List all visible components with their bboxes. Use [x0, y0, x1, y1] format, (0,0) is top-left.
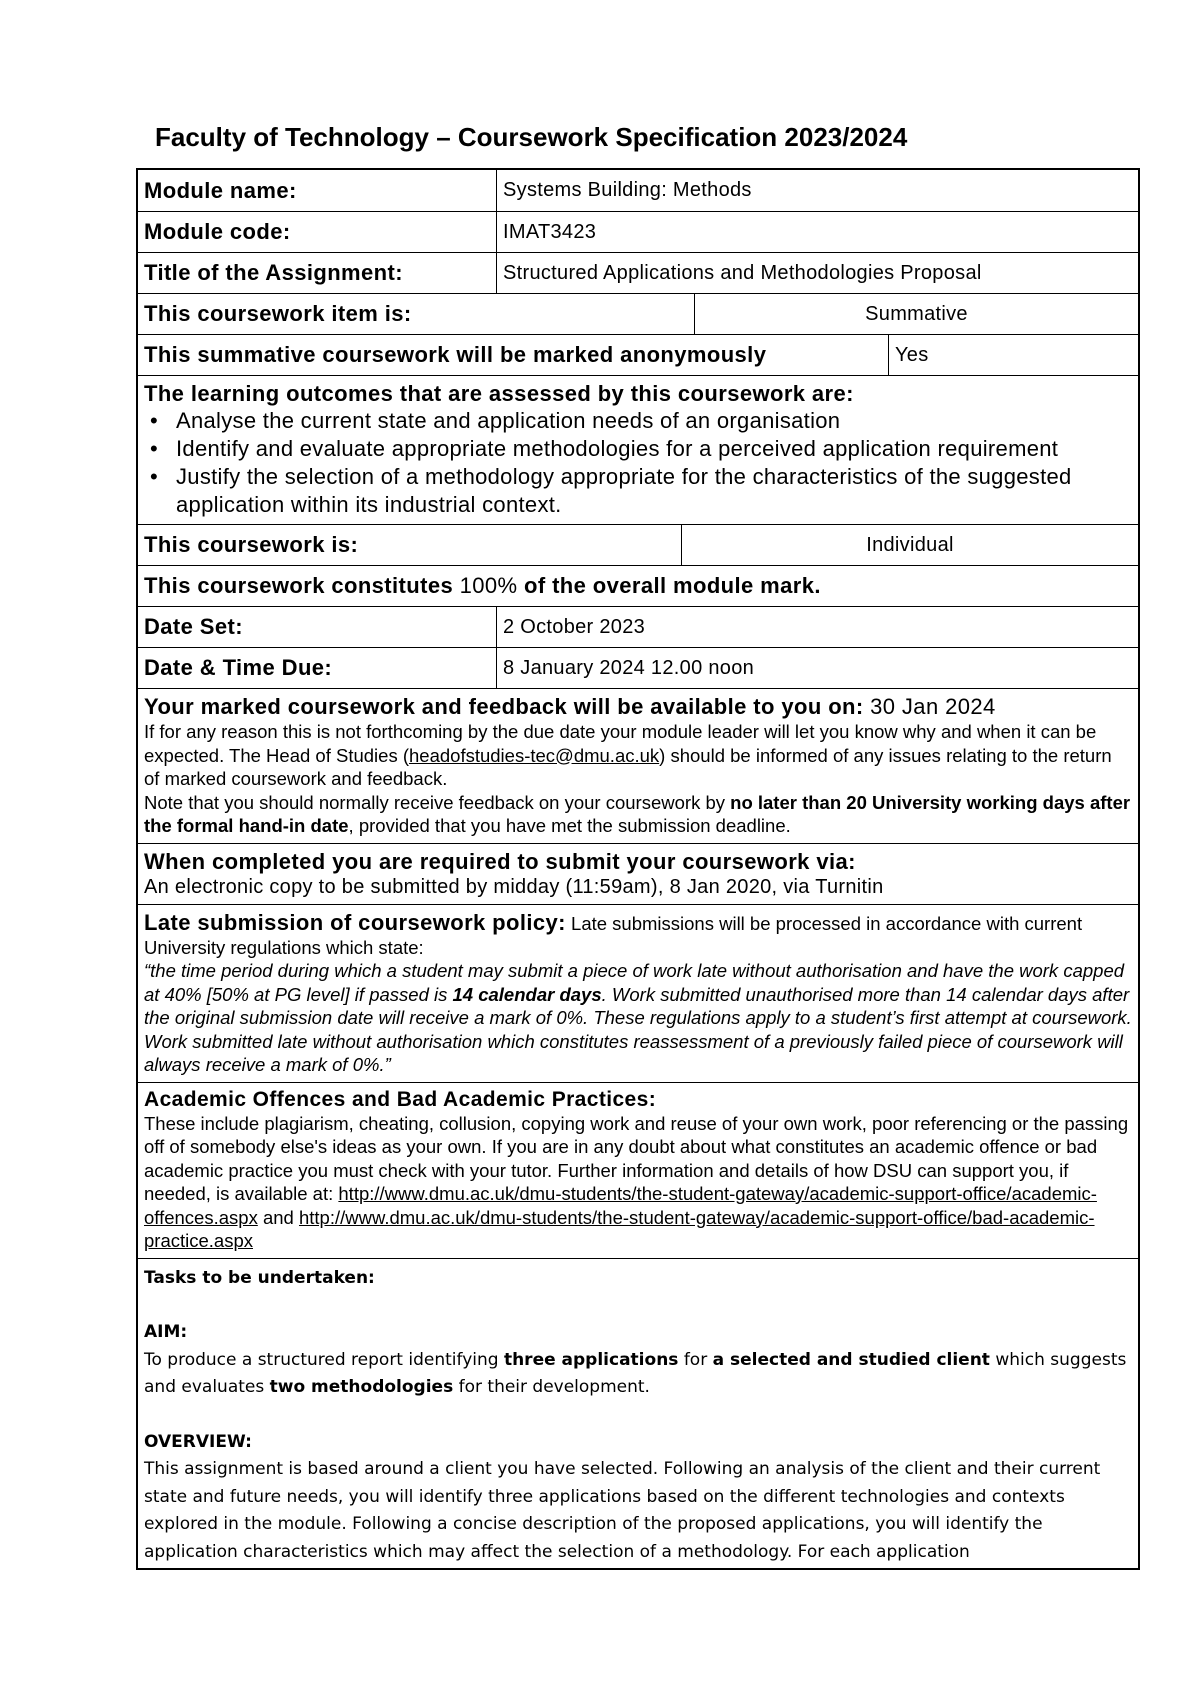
module-name-value: Systems Building: Methods [496, 170, 1138, 211]
late-policy-cell [138, 905, 1138, 1082]
assignment-title-label: Title of the Assignment: [144, 260, 403, 285]
item-type-row [138, 293, 1138, 334]
feedback-date: 30 Jan 2024 [870, 694, 996, 719]
feedback-row [138, 688, 1138, 843]
module-name-label: Module name: [144, 177, 297, 203]
submission-cell [138, 844, 1138, 904]
date-due-row [138, 647, 1138, 688]
late-policy-intro: Late submission of coursework policy: Late submissions will be processed in accordance with current University regulations which state: [144, 909, 1083, 958]
constitutes-row [138, 565, 1138, 606]
anonymous-row [138, 334, 1138, 375]
late-policy-row [138, 904, 1138, 1082]
submission-row [138, 843, 1138, 904]
aim-text: To produce a structured report identifying three applications for a selected and studied client which suggests and evaluates two methodologies for their development. [144, 1349, 1127, 1397]
date-due-label: Date & Time Due: [144, 655, 333, 680]
learning-outcome-item: • Analyse the current state and application needs of an organisation [150, 408, 841, 433]
module-name-row [138, 170, 1138, 211]
feedback-note: Note that you should normally receive feedback on your coursework by no later than 20 University working days after the formal hand-in date, provided that you have met the submission deadline. [144, 791, 1131, 836]
feedback-text: If for any reason this is not forthcoming by the due date your module leader will let you know why and when it can be expected. The Head of Studies (headofstudies-tec@dmu.ac.uk) should be informed of any issues relating to the return of marked coursework and feedback. [144, 721, 1112, 789]
feedback-cell [138, 689, 1138, 843]
academic-offences-text: These include plagiarism, cheating, collusion, copying work and reuse of your own work, poor referencing or the passing off of somebody else's ideas as your own. If you are in any doubt about what constitutes an academic offence or bad academic practice you must check with your tutor. Further information and details of how DSU can support you, if needed, is available at: http://www.dmu.ac.uk/dmu-students/the-student-gateway/academic-support-office/academic-offences.aspx and http://www.dmu.ac.uk/dmu-students/the-student-gateway/academic-support-office/bad-academic-practice.aspx [144, 1112, 1129, 1251]
assignment-title-value: Structured Applications and Methodologies Proposal [496, 253, 1138, 293]
coursework-is-label: This coursework is: [144, 532, 359, 557]
date-due-value: 8 January 2024 12.00 noon [496, 648, 1138, 688]
bad-practice-link[interactable]: http://www.dmu.ac.uk/dmu-students/the-student-gateway/academic-support-office/bad-academic-practice.aspx [144, 1206, 1095, 1251]
late-policy-quote: “the time period during which a student may submit a piece of work late without authorisation and have the work capped at 40% [50% at PG level] if passed is 14 calendar days. Work submitted unauthorised more than 14 calendar days after the original submission date will receive a mark of 0%. These regulations apply to a student’s first attempt at coursework. Work submitted late without authorisation which constitutes reassessment of a previously failed piece of coursework will always receive a mark of 0%.” [144, 960, 1132, 1075]
date-set-row [138, 606, 1138, 647]
bullet-icon: • [150, 436, 159, 461]
academic-offences-cell [138, 1083, 1138, 1258]
page-title: Faculty of Technology – Coursework Specification 2023/2024 [155, 122, 908, 152]
academic-offences-heading: Academic Offences and Bad Academic Practices: [144, 1087, 657, 1111]
date-set-value: 2 October 2023 [496, 607, 1138, 647]
overview-text: This assignment is based around a client you have selected. Following an analysis of the client and their current state and future needs, you will identify three applications based on the different technologies and contexts explored in the module. Following a concise description of the proposed applications, you will identify the application characteristics which may affect the selection of a methodology. For each application [144, 1459, 1101, 1562]
aim-heading: AIM: [144, 1322, 188, 1342]
tasks-row [138, 1258, 1138, 1569]
module-code-value: IMAT3423 [496, 212, 1138, 252]
learning-outcomes-cell [138, 376, 1138, 524]
learning-outcomes-list [144, 407, 1132, 519]
learning-outcome-item: • Justify the selection of a methodology appropriate for the characteristics of the suggested application within its industrial context. [150, 464, 1072, 517]
assignment-title-row [138, 252, 1138, 293]
coursework-is-row [138, 524, 1138, 565]
tasks-cell [138, 1259, 1138, 1569]
learning-outcome-item: • Identify and evaluate appropriate methodologies for a perceived application requirement [150, 436, 1059, 461]
anonymous-label: This summative coursework will be marked anonymously [144, 342, 767, 367]
anonymous-value: Yes [888, 335, 1138, 375]
bullet-icon: • [150, 408, 159, 433]
date-set-label: Date Set: [144, 614, 243, 639]
coursework-spec-table [136, 168, 1140, 1570]
academic-offences-row [138, 1082, 1138, 1258]
bullet-icon: • [150, 464, 159, 489]
learning-outcomes-heading: The learning outcomes that are assessed by this coursework are: [144, 381, 854, 406]
constitutes-text: This coursework constitutes 100% of the overall module mark. [144, 573, 821, 598]
learning-outcomes-row [138, 375, 1138, 524]
module-code-row [138, 211, 1138, 252]
late-policy-heading: Late submission of coursework policy: [144, 909, 566, 935]
constitutes-percent: 100% [459, 573, 518, 598]
item-type-label: This coursework item is: [144, 301, 412, 326]
tasks-heading: Tasks to be undertaken: [144, 1267, 375, 1288]
feedback-heading: Your marked coursework and feedback will be available to you on: 30 Jan 2024 [144, 694, 996, 719]
item-type-value: Summative [694, 294, 1138, 334]
module-code-label: Module code: [144, 219, 291, 244]
coursework-is-value: Individual [681, 525, 1138, 565]
overview-heading: OVERVIEW: [144, 1431, 252, 1452]
submission-text: An electronic copy to be submitted by midday (11:59am), 8 Jan 2020, via Turnitin [144, 875, 884, 898]
email-link[interactable]: headofstudies-tec@dmu.ac.uk [409, 744, 660, 766]
academic-offences-link[interactable]: http://www.dmu.ac.uk/dmu-students/the-student-gateway/academic-support-office/academic-offences.aspx [144, 1183, 1097, 1228]
submission-heading: When completed you are required to submit your coursework via: [144, 848, 856, 874]
